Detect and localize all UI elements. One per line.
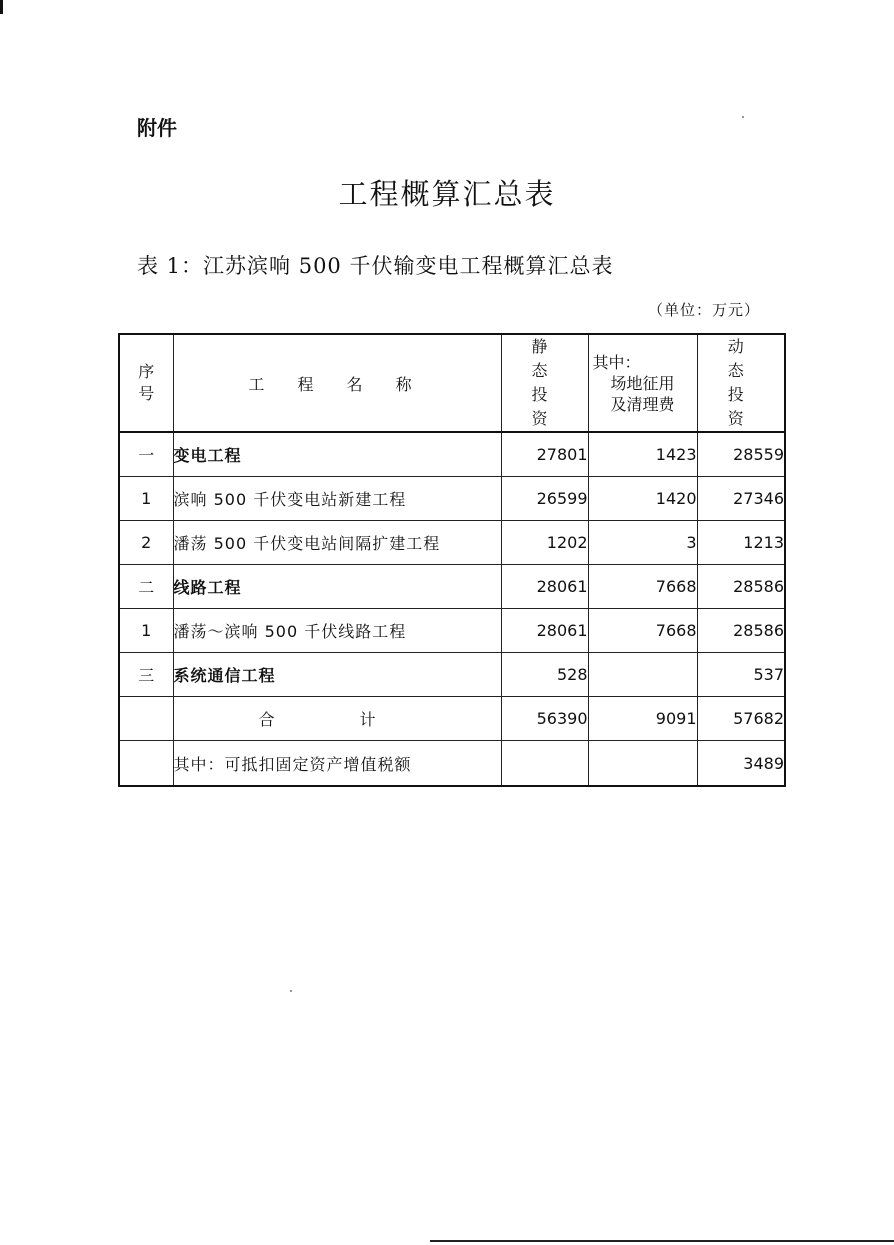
header-seq-label: 序号 [138, 362, 155, 403]
header-land-body: 场地征用及清理费 [610, 373, 675, 414]
table-row [119, 565, 785, 609]
header-land-prefix: 其中： [592, 352, 641, 372]
row-land: 1423 [588, 432, 697, 477]
row-seq [119, 697, 173, 741]
row-static: 28061 [501, 565, 588, 609]
table-total-row [119, 697, 785, 741]
row-seq: 三 [119, 653, 173, 697]
header-static-investment [501, 334, 588, 432]
tax-dynamic: 3489 [697, 741, 785, 787]
table-row [119, 653, 785, 697]
header-static-label: 静 态 投 资 [531, 337, 558, 428]
table-header-row [119, 334, 785, 432]
attachment-label: 附件 [137, 116, 177, 140]
row-dynamic: 28559 [697, 432, 785, 477]
row-dynamic: 28586 [697, 565, 785, 609]
document-title: 工程概算汇总表 [338, 177, 556, 211]
tax-static [501, 741, 588, 787]
row-static: 528 [501, 653, 588, 697]
scan-edge-line [430, 1240, 894, 1242]
scan-speck [742, 116, 744, 118]
budget-summary-table [118, 333, 786, 787]
table-row [119, 432, 785, 477]
row-name: 潘荡～滨响 500 千伏线路工程 [173, 609, 501, 653]
row-land: 1420 [588, 477, 697, 521]
row-land: 7668 [588, 609, 697, 653]
total-label: 合 计 [173, 697, 501, 741]
header-seq [119, 334, 173, 432]
row-static: 27801 [501, 432, 588, 477]
tax-label: 其中：可抵扣固定资产增值税额 [173, 741, 501, 787]
row-name: 系统通信工程 [173, 653, 501, 697]
row-static: 28061 [501, 609, 588, 653]
header-dynamic-investment [697, 334, 785, 432]
row-name: 潘荡 500 千伏变电站间隔扩建工程 [173, 521, 501, 565]
total-land: 9091 [588, 697, 697, 741]
row-dynamic: 537 [697, 653, 785, 697]
row-dynamic: 28586 [697, 609, 785, 653]
total-dynamic: 57682 [697, 697, 785, 741]
header-land-fee [588, 334, 697, 432]
table-row [119, 521, 785, 565]
scan-edge-mark [0, 0, 3, 14]
table-row [119, 609, 785, 653]
header-dynamic-label: 动 态 投 资 [727, 337, 754, 428]
total-static: 56390 [501, 697, 588, 741]
row-name: 变电工程 [173, 432, 501, 477]
row-seq: 一 [119, 432, 173, 477]
tax-land [588, 741, 697, 787]
header-name: 工 程 名 称 [173, 334, 501, 432]
row-land [588, 653, 697, 697]
row-seq: 2 [119, 521, 173, 565]
row-static: 1202 [501, 521, 588, 565]
row-name: 线路工程 [173, 565, 501, 609]
row-land: 3 [588, 521, 697, 565]
row-name: 滨响 500 千伏变电站新建工程 [173, 477, 501, 521]
table-caption: 表 1：江苏滨响 500 千伏输变电工程概算汇总表 [137, 254, 614, 278]
scan-speck [290, 990, 292, 992]
row-seq: 二 [119, 565, 173, 609]
row-dynamic: 27346 [697, 477, 785, 521]
table-tax-row [119, 741, 785, 787]
row-dynamic: 1213 [697, 521, 785, 565]
row-static: 26599 [501, 477, 588, 521]
row-seq [119, 741, 173, 787]
row-seq: 1 [119, 477, 173, 521]
row-land: 7668 [588, 565, 697, 609]
table-row [119, 477, 785, 521]
unit-note: （单位：万元） [647, 301, 760, 319]
row-seq: 1 [119, 609, 173, 653]
